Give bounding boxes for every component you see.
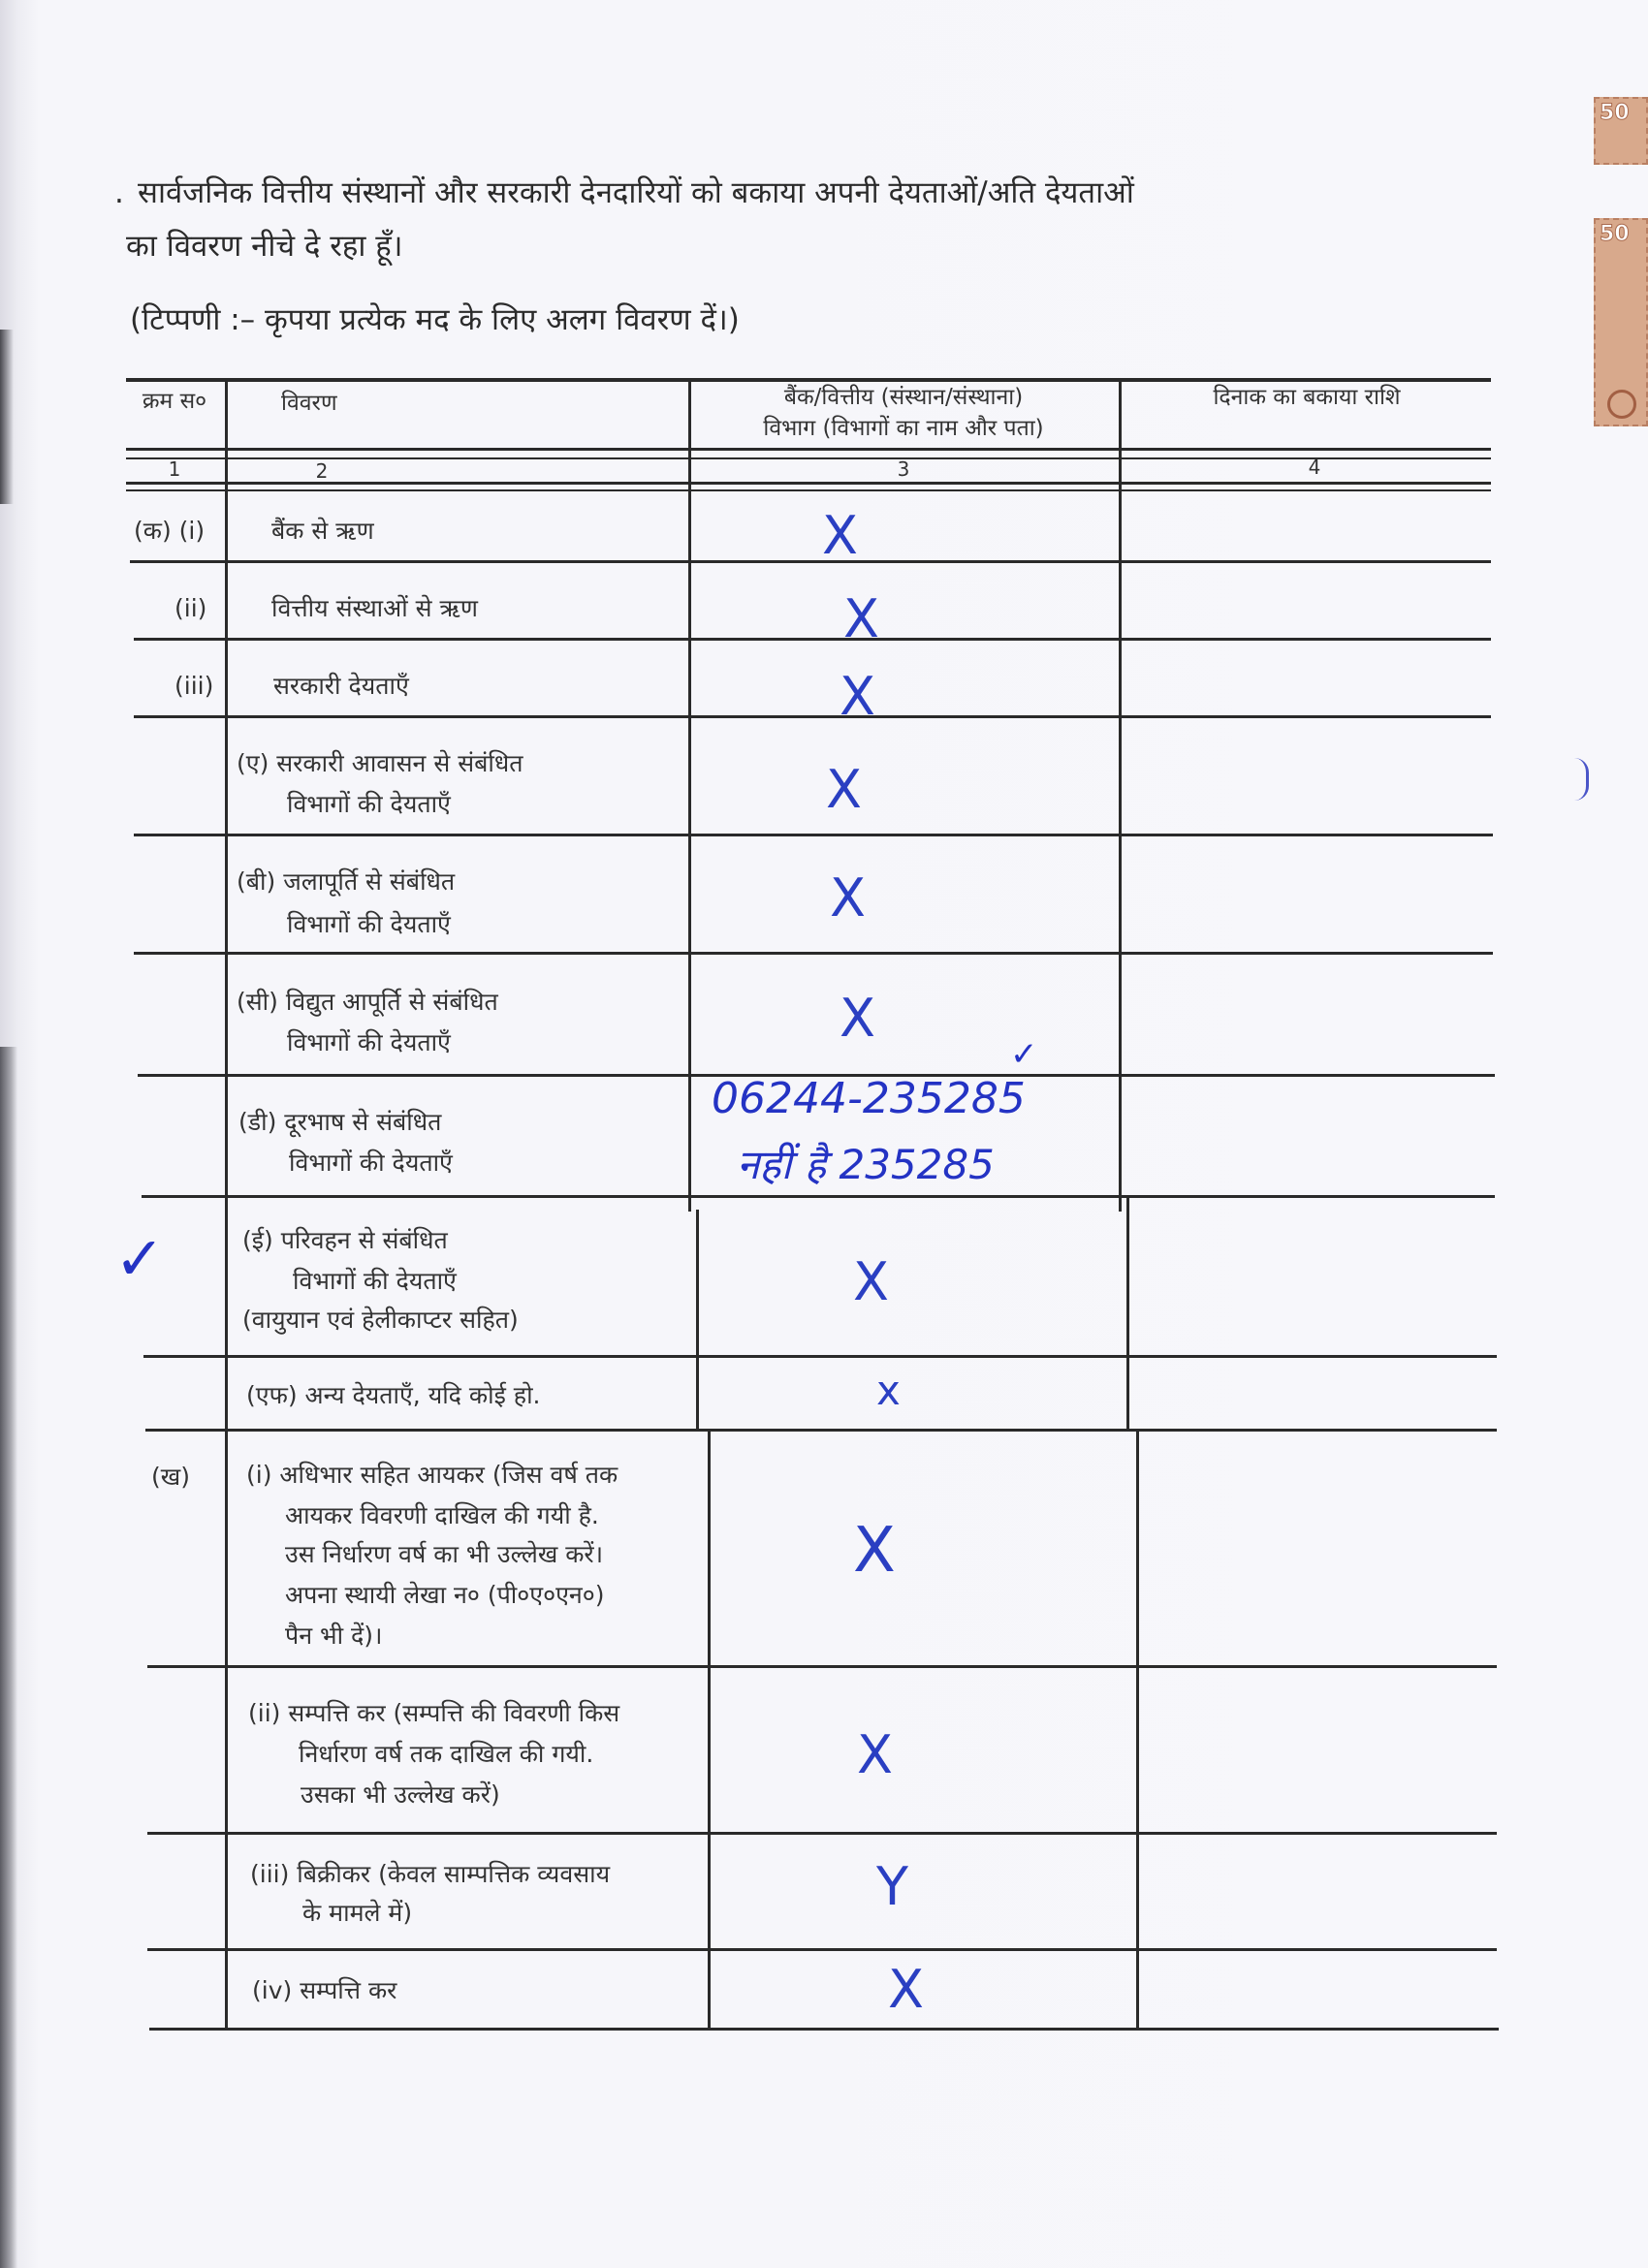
page-edge-shadow bbox=[0, 1047, 17, 2268]
row-description: बैंक से ऋण bbox=[271, 517, 374, 545]
column-divider bbox=[1119, 378, 1122, 1212]
cross-mark: X bbox=[830, 867, 866, 929]
column-divider bbox=[708, 1429, 711, 2028]
row-description: उसका भी उल्लेख करें) bbox=[301, 1780, 500, 1809]
header-amount: दिनाक का बकाया राशि bbox=[1213, 385, 1401, 410]
row-description: (वायुयान एवं हेलीकाप्टर सहित) bbox=[242, 1306, 519, 1334]
cross-mark: X bbox=[840, 988, 875, 1049]
ashoka-chakra-icon bbox=[1607, 390, 1636, 419]
table-rule bbox=[126, 448, 1491, 451]
handwritten-phone-number: 06244-235285 bbox=[712, 1074, 1026, 1123]
table-rule bbox=[149, 2028, 1499, 2031]
cross-mark: X bbox=[840, 666, 875, 727]
table-rule bbox=[143, 1355, 1497, 1358]
row-description: विभागों की देयताएँ bbox=[293, 1267, 457, 1295]
handwritten-note: नहीं है 235285 bbox=[737, 1141, 995, 1188]
cross-mark: X bbox=[853, 1251, 889, 1312]
cross-mark: X bbox=[853, 1515, 896, 1587]
cross-mark: x bbox=[876, 1367, 901, 1414]
header-serial: क्रम स० bbox=[142, 389, 207, 414]
intro-line: सार्वजनिक वित्तीय संस्थानों और सरकारी देनदारियों को बकाया अपनी देयताओं/अति देयताओं bbox=[138, 175, 1134, 210]
row-description: विभागों की देयताएँ bbox=[289, 1149, 453, 1177]
row-serial: (iii) bbox=[174, 672, 214, 700]
row-description: के मामले में) bbox=[302, 1899, 413, 1927]
row-description: (iii) बिक्रीकर (केवल साम्पत्तिक व्यवसाय bbox=[250, 1860, 611, 1888]
row-description: विभागों की देयताएँ bbox=[287, 790, 451, 818]
table-rule bbox=[147, 1948, 1497, 1951]
cross-mark: X bbox=[826, 759, 862, 820]
row-description: निर्धारण वर्ष तक दाखिल की गयी. bbox=[299, 1740, 594, 1768]
row-description: अपना स्थायी लेखा न० (पी०ए०एन०) bbox=[285, 1581, 605, 1609]
row-description: (iv) सम्पत्ति कर bbox=[252, 1976, 397, 2004]
row-description: वित्तीय संस्थाओं से ऋण bbox=[271, 594, 478, 622]
cross-mark: X bbox=[822, 505, 858, 566]
column-divider bbox=[696, 1210, 699, 1431]
row-serial: (ii) bbox=[174, 594, 207, 622]
row-description: सरकारी देयताएँ bbox=[273, 672, 409, 700]
row-description: (ii) सम्पत्ति कर (सम्पत्ति की विवरणी किस bbox=[248, 1699, 620, 1727]
margin-check-mark-icon: ✓ bbox=[114, 1223, 165, 1294]
row-serial: (ख) bbox=[151, 1463, 190, 1491]
row-serial: (क) (i) bbox=[134, 517, 206, 545]
column-divider bbox=[1136, 1429, 1139, 2028]
row-description: (सी) विद्युत आपूर्ति से संबंधित bbox=[237, 988, 498, 1016]
table-rule bbox=[147, 1665, 1497, 1668]
row-description: (i) अधिभार सहित आयकर (जिस वर्ष तक bbox=[246, 1461, 618, 1489]
cross-mark: X bbox=[843, 588, 879, 649]
column-number: 3 bbox=[897, 457, 910, 481]
row-description: आयकर विवरणी दाखिल की गयी है. bbox=[285, 1501, 599, 1529]
revenue-stamp: 50 bbox=[1594, 218, 1648, 426]
table-rule bbox=[130, 560, 227, 563]
column-number: 4 bbox=[1308, 456, 1321, 479]
table-rule bbox=[134, 715, 1491, 718]
page-edge-shadow bbox=[0, 330, 14, 504]
table-rule bbox=[134, 560, 1491, 563]
table-rule bbox=[147, 1832, 1497, 1835]
revenue-stamp: 50 bbox=[1594, 97, 1648, 165]
intro-line: का विवरण नीचे दे रहा हूँ। bbox=[126, 229, 403, 264]
table-rule bbox=[134, 638, 1491, 641]
row-description: विभागों की देयताएँ bbox=[287, 1028, 451, 1056]
cross-mark: Y bbox=[876, 1856, 908, 1917]
row-description: पैन भी दें)। bbox=[285, 1622, 383, 1650]
row-description: उस निर्धारण वर्ष का भी उल्लेख करें। bbox=[285, 1540, 604, 1568]
table-rule bbox=[134, 834, 1493, 836]
column-divider bbox=[225, 378, 228, 2028]
intro-paragraph: . सार्वजनिक वित्तीय संस्थानों और सरकारी देनदारियों को बकाया अपनी देयताओं/अति देयताओं का विवरण नीचे दे रहा हूँ। bbox=[126, 167, 1483, 273]
table-rule bbox=[134, 952, 1493, 955]
column-number: 1 bbox=[168, 457, 181, 481]
row-description: (बी) जलापूर्ति से संबंधित bbox=[237, 867, 456, 896]
row-description: (एफ) अन्य देयताएँ, यदि कोई हो. bbox=[246, 1381, 541, 1409]
column-divider bbox=[1126, 1195, 1129, 1430]
cross-mark: X bbox=[888, 1959, 924, 2020]
stray-pen-mark bbox=[1574, 758, 1589, 801]
check-mark-icon: ✓ bbox=[1010, 1035, 1038, 1074]
row-description: विभागों की देयताएँ bbox=[287, 910, 451, 938]
table-rule bbox=[145, 1429, 1497, 1432]
column-number: 2 bbox=[315, 459, 329, 483]
header-description: विवरण bbox=[281, 391, 337, 416]
row-description: (ई) परिवहन से संबंधित bbox=[242, 1226, 448, 1254]
note-text: (टिप्पणी :– कृपया प्रत्येक मद के लिए अलग विवरण दें।) bbox=[130, 302, 740, 337]
row-description: (ए) सरकारी आवासन से संबंधित bbox=[237, 749, 523, 777]
header-bank: बैंक/वित्तीय (संस्थान/संस्थाना) विभाग (विभागों का नाम और पता) bbox=[763, 385, 1044, 441]
cross-mark: X bbox=[857, 1724, 893, 1785]
table-rule bbox=[126, 489, 1491, 491]
table-rule bbox=[142, 1195, 1495, 1198]
column-divider bbox=[688, 378, 691, 1212]
row-description: (डी) दूरभाष से संबंधित bbox=[238, 1108, 442, 1136]
